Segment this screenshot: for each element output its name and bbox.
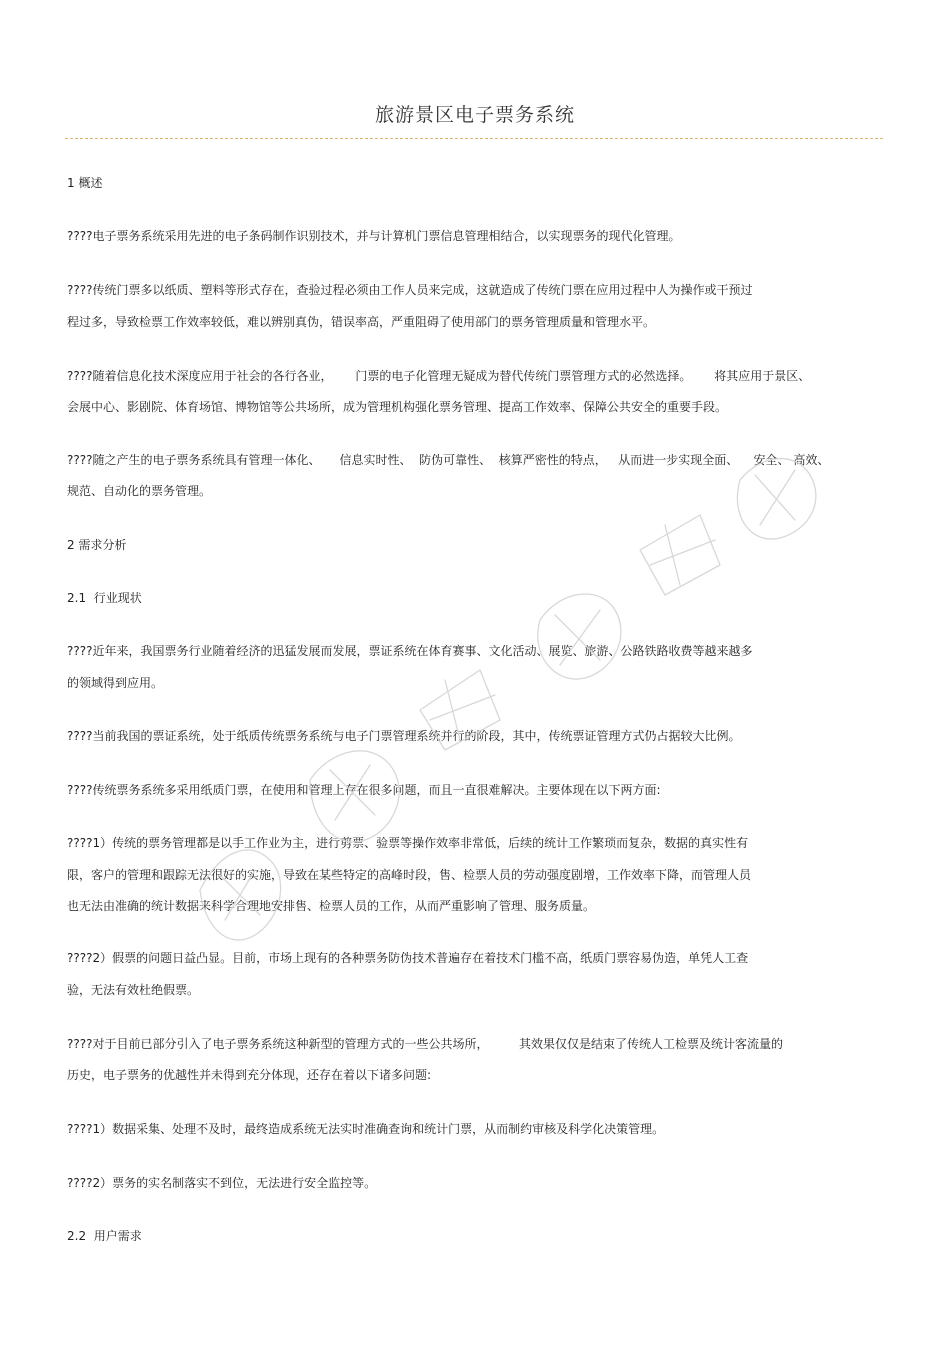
paragraph-line: ????近年来，我国票务行业随着经济的迅猛发展而发展，票证系统在体育赛事、文化活动、展览、旅游、公路铁路收费等越来越多	[67, 644, 753, 658]
paragraph-line: 程过多，导致检票工作效率较低，难以辨别真伪，错误率高，严重阻碍了使用部门的票务管理质量和管理水平。	[67, 315, 656, 329]
paragraph-line: ????随着信息化技术深度应用于社会的各行各业， 门票的电子化管理无疑成为替代传统门票管理方式的必然选择。 将其应用于景区、	[67, 369, 811, 383]
section-heading: 1 概述	[67, 176, 103, 190]
document-title: 旅游景区电子票务系统	[374, 104, 575, 126]
paragraph-line: ????2）票务的实名制落实不到位，无法进行安全监控等。	[67, 1176, 377, 1190]
paragraph-line: 会展中心、影剧院、体育场馆、博物馆等公共场所，成为管理机构强化票务管理、提高工作效率、保障公共安全的重要手段。	[67, 400, 728, 414]
paragraph-line: ????对于目前已部分引入了电子票务系统这种新型的管理方式的一些公共场所， 其效果仅仅是结束了传统人工检票及统计客流量的	[67, 1037, 783, 1051]
paragraph-line: ????传统票务系统多采用纸质门票，在使用和管理上存在很多问题，而且一直很难解决。主要体现在以下两方面:	[67, 783, 661, 797]
paragraph-line: 也无法由准确的统计数据来科学合理地安排售、检票人员的工作，从而严重影响了管理、服务质量。	[67, 899, 596, 913]
paragraph-line: ????1）传统的票务管理都是以手工作业为主，进行剪票、验票等操作效率非常低，后续的统计工作繁琐而复杂，数据的真实性有	[67, 836, 749, 850]
paragraph-line: 历史，电子票务的优越性并未得到充分体现，还存在着以下诸多问题:	[67, 1068, 432, 1082]
paragraph-line: ????随之产生的电子票务系统具有管理一体化、 信息实时性、 防伪可靠性、 核算严密性的特点， 从而进一步实现全面、 安全、 高效、	[67, 453, 830, 467]
paragraph-line: ????传统门票多以纸质、塑料等形式存在，查验过程必须由工作人员来完成，这就造成了传统门票在应用过程中人为操作或干预过	[67, 283, 753, 297]
paragraph-line: 的领域得到应用。	[67, 676, 164, 690]
paragraph-line: 限，客户的管理和跟踪无法很好的实施，导致在某些特定的高峰时段，售、检票人员的劳动强度剧增，工作效率下降，而管理人员	[67, 868, 752, 882]
paragraph-line: ????2）假票的问题日益凸显。目前，市场上现有的各种票务防伪技术普遍存在着技术门槛不高，纸质门票容易伪造，单凭人工查	[67, 951, 749, 965]
title-divider	[65, 138, 883, 139]
watermark-stamp	[160, 420, 860, 980]
paragraph-line: ????1）数据采集、处理不及时，最终造成系统无法实时准确查询和统计门票，从而制约审核及科学化决策管理。	[67, 1122, 665, 1136]
paragraph-line: 规范、自动化的票务管理。	[67, 484, 212, 498]
paragraph-line: ????电子票务系统采用先进的电子条码制作识别技术，并与计算机门票信息管理相结合，以实现票务的现代化管理。	[67, 229, 681, 243]
paragraph-line: ????当前我国的票证系统，处于纸质传统票务系统与电子门票管理系统并行的阶段，其中，传统票证管理方式仍占据较大比例。	[67, 729, 741, 743]
paragraph-line: 验，无法有效杜绝假票。	[67, 983, 200, 997]
subsection-heading: 2.1 行业现状	[67, 591, 142, 605]
section-heading: 2 需求分析	[67, 538, 127, 552]
subsection-heading: 2.2 用户需求	[67, 1229, 142, 1243]
